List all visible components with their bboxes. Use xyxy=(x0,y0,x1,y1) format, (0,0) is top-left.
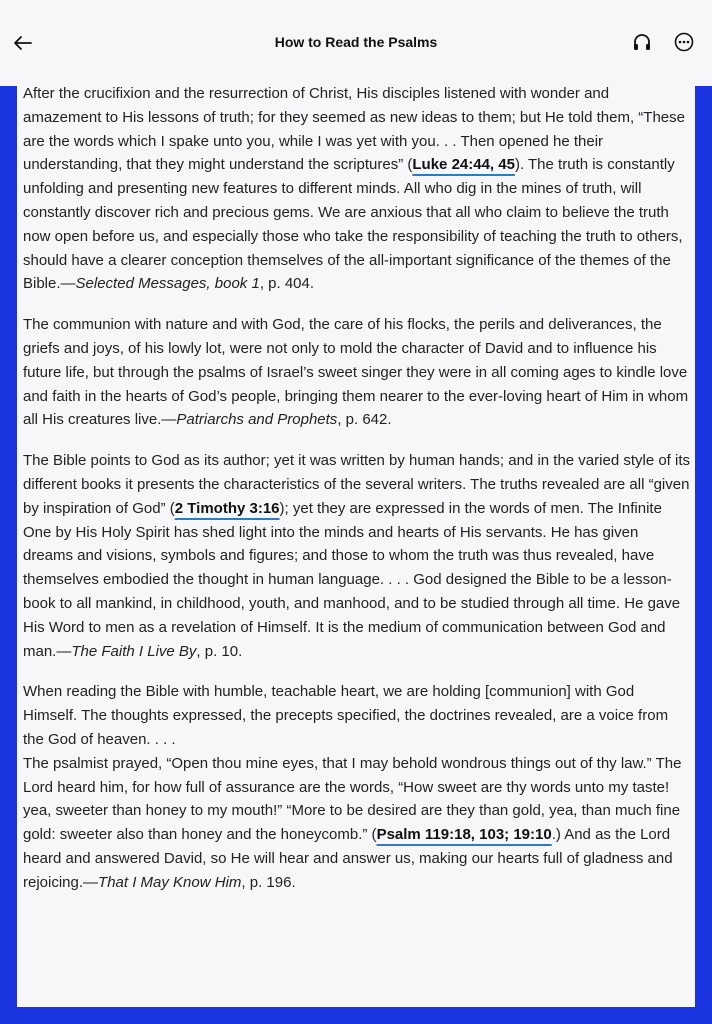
paragraph-1 xyxy=(23,82,691,296)
paragraph-2 xyxy=(23,313,691,432)
page-title: How to Read the Psalms xyxy=(274,34,438,50)
paragraph-text: The psalmist prayed, “Open thou mine eyes, that I may behold wondrous things out of thy law.” The Lord heard him, for how full of assurance are the words, “How sweet are thy words unto my taste! yea, sweeter than honey to my mouth!” “More to be desired are they than gold, yea, than much fine gold: sweeter also than honey and the honeycomb.” ( xyxy=(23,754,682,844)
paragraph-text: , p. 196. xyxy=(241,873,296,891)
source-title: That I May Know Him xyxy=(98,873,242,891)
paragraph-text: The communion with nature and with God, the care of his flocks, the perils and deliverances, the griefs and joys, of his lowly lot, were not only to mold the character of David and to influence his future life, but through the psalms of Israel’s sweet singer they were in all coming ages to kindle love and faith in the hearts of God’s people, bringing them nearer to the ever-loving heart of Him in whom all His creatures live.— xyxy=(23,316,689,429)
paragraph-text: ); yet they are expressed in the words of men. The Infinite One by His Holy Spirit has shed light into the minds and hearts of His servants. He has given dreams and visions, symbols and figures; and those to whom the truth was thus revealed, have themselves embodied the thought in human language. . . . God designed the Bible to be a lesson-book to all mankind, in childhood, youth, and manhood, and to be studied through all time. He gave His Word to men as a revelation of Himself. It is the medium of communication between God and man.— xyxy=(23,499,681,660)
article-content xyxy=(23,82,691,912)
source-title: Patriarchs and Prophets xyxy=(176,411,338,429)
paragraph-text: The Bible points to God as its author; yet it was written by human hands; and in the varied style of its different books it presents the characteristics of the several writers. The truths revealed are all “given by inspiration of God” ( xyxy=(23,452,691,517)
paragraph-text: , p. 642. xyxy=(337,411,392,429)
audio-button[interactable] xyxy=(631,31,653,53)
scripture-link-psalm-119-18[interactable]: Psalm 119:18, 103; 19:10 xyxy=(376,826,552,844)
paragraph-text: , p. 10. xyxy=(196,642,243,660)
paragraph-text: ). The truth is constantly unfolding and presenting new features to different minds. All who dig in the mines of truth, will constantly discover rich and precious gems. We are anxious that all who claim to believe the truth now open before us, and especially those who take the responsibility of teaching the truth to others, should have a clearer conception themselves of the all-important significance of the themes of the Bible.— xyxy=(23,156,683,293)
paragraph-text: When reading the Bible with humble, teachable heart, we are holding [communion] with God Himself. The thoughts expressed, the precepts specified, the doctrines revealed, are a voice from the God of heaven. . . . xyxy=(23,683,669,748)
paragraph-3 xyxy=(23,449,691,663)
source-title: The Faith I Live By xyxy=(71,642,197,660)
paragraph-text: After the crucifixion and the resurrection of Christ, His disciples listened with wonder and amazement to His lessons of truth; for they seemed as new ideas to them; but He told them, “These are the words which I spake unto you, while I was yet with you. . . Then opened he their understanding, that they might understand the scriptures” ( xyxy=(23,85,685,174)
more-options-button[interactable] xyxy=(673,31,695,53)
top-bar xyxy=(0,0,712,86)
paragraph-text: , p. 404. xyxy=(259,275,315,293)
source-title: Selected Messages, book 1 xyxy=(75,275,260,293)
scripture-link-luke-24-44[interactable]: Luke 24:44, 45 xyxy=(412,156,515,174)
headphones-icon xyxy=(631,31,653,53)
more-horizontal-circle-icon xyxy=(673,31,695,53)
scripture-link-2-timothy-3-16[interactable]: 2 Timothy 3:16 xyxy=(174,499,280,517)
paragraph-text: .) And as the Lord heard and answered David, so He will hear and answer us, making our hearts full of gladness and rejoicing.— xyxy=(23,826,673,891)
paragraph-4 xyxy=(23,680,691,894)
